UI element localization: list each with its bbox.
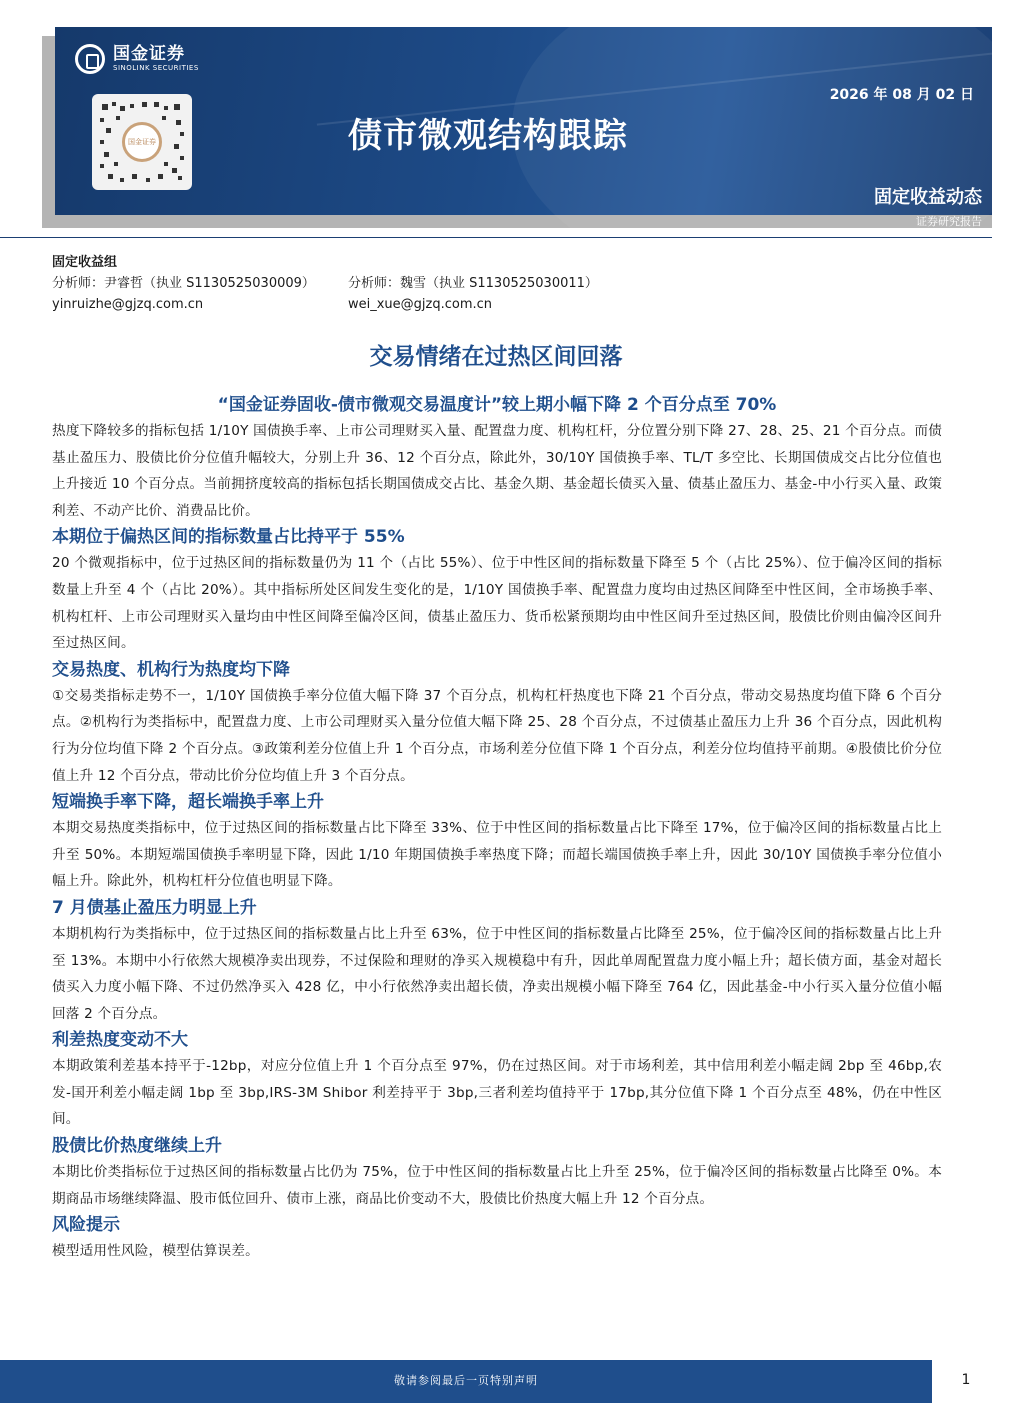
section-paragraph: 本期交易热度类指标中，位于过热区间的指标数量占比下降至 33%、位于中性区间的指标数量占比下降至 17%，位于偏冷区间的指标数量占比上升至 50%。本期短端国债换手率明显下降，因此 1/10 年期国债换手率热度下降；而超长端国债换手率上升，因此 30/10Y 国债换手率分位值小幅上升。除此外，机构杠杆分位值也明显下降。 bbox=[52, 820, 942, 890]
header-divider bbox=[0, 237, 992, 238]
author-block bbox=[52, 252, 598, 315]
company-logo bbox=[75, 44, 199, 74]
report-series-title: 债市微观结构跟踪 bbox=[348, 116, 628, 156]
analyst-1-email[interactable]: yinruizhe@gjzq.com.cn bbox=[52, 297, 204, 312]
analyst-2-email[interactable]: wei_xue@gjzq.com.cn bbox=[348, 297, 493, 312]
section-paragraph: 本期机构行为类指标中，位于过热区间的指标数量占比上升至 63%，位于中性区间的指标数量占比降至 25%，位于偏冷区间的指标数量占比上升至 13%。本期中小行依然大规模净卖出现券，不过保险和理财的净买入规模稳中有升，因此单周配置盘力度小幅上升；超长债方面，基金对超长债买入力度小幅下降、不过仍然净买入 428 亿，中小行依然净卖出超长债，净卖出规模小幅下降至 764 亿，因此基金-中小行买入量分位值小幅回落 2 个百分点。 bbox=[52, 925, 942, 1022]
section-paragraph: 20 个微观指标中，位于过热区间的指标数量仍为 11 个（占比 55%）、位于中性区间的指标数量下降至 5 个（占比 25%）、位于偏冷区间的指标数量上升至 4 个（占比 20%）。其中指标所处区间发生变化的是，1/10Y 国债换手率、配置盘力度均由过热区间降至中性区间，全市场换手率、机构杠杆、上市公司理财买入量均由中性区间降至偏冷区间，债基止盈压力、货币松紧预期均由中性区间升至过热区间，股债比价则由偏冷区间升至过热区间。 bbox=[52, 555, 942, 652]
analyst-2-name: 分析师：魏雪（执业 S1130525030011） bbox=[348, 276, 598, 291]
section-title: 7 月债基止盈压力明显上升 bbox=[52, 897, 257, 918]
section-paragraph: 热度下降较多的指标包括 1/10Y 国债换手率、上市公司理财买入量、配置盘力度、机构杠杆，分位置分别下降 27、28、25、21 个百分点。而债基止盈压力、股债比价分位值升幅较大，分别上升 36、12 个百分点，除此外，30/10Y 国债换手率、TL/T 多空比、长期国债成交占比分位值也上升接近 10 个百分点。当前拥挤度较高的指标包括长期国债成交占比、基金久期、基金超长债买入量、债基止盈压力、基金-中小行买入量、政策利差、不动产比价、消费品比价。 bbox=[52, 423, 942, 519]
report-title: 交易情绪在过热区间回落 bbox=[369, 344, 623, 370]
report-subtype: 证券研究报告 bbox=[916, 215, 982, 228]
logo-name-en: SINOLINK SECURITIES bbox=[113, 64, 199, 72]
page-number: 1 bbox=[961, 1372, 971, 1388]
report-type: 固定收益动态 bbox=[874, 187, 982, 208]
disclaimer-note: 敬请参阅最后一页特别声明 bbox=[394, 1374, 538, 1387]
section-title: “国金证券固收-债市微观交易温度计”较上期小幅下降 2 个百分点至 70% bbox=[217, 395, 777, 415]
section-title: 本期位于偏热区间的指标数量占比持平于 55% bbox=[52, 527, 405, 548]
risk-paragraph: 模型适用性风险，模型估算误差。 bbox=[52, 1243, 259, 1260]
section-title-risk: 风险提示 bbox=[52, 1215, 120, 1236]
report-date: 2026 年 08 月 02 日 bbox=[829, 87, 974, 103]
section-paragraph: 本期政策利差基本持平于-12bp，对应分位值上升 1 个百分点至 97%，仍在过热区间。对于市场利差，其中信用利差小幅走阔 2bp 至 46bp,农发-国开利差小幅走阔 1bp 至 3bp,IRS-3M Shibor 利差持平于 3bp,三者利差均值持平于 17bp,其分位值下降 1 个百分点至 48%，仍在中性区间。 bbox=[52, 1058, 942, 1128]
logo-mark-icon bbox=[75, 44, 105, 74]
analyst-1-name: 分析师：尹睿哲（执业 S1130525030009） bbox=[52, 276, 315, 291]
logo-name-cn: 国金证券 bbox=[113, 44, 185, 64]
report-body bbox=[52, 392, 942, 1265]
research-group: 固定收益组 bbox=[52, 255, 118, 270]
section-paragraph: 本期比价类指标位于过热区间的指标数量占比仍为 75%，位于中性区间的指标数量占比上升至 25%，位于偏冷区间的指标数量占比降至 0%。本期商品市场继续降温、股市低位回升、债市上涨，商品比价变动不大，股债比价热度大幅上升 12 个百分点。 bbox=[52, 1164, 942, 1207]
section-title: 利差热度变动不大 bbox=[52, 1030, 188, 1051]
section-paragraph: ①交易类指标走势不一，1/10Y 国债换手率分位值大幅下降 37 个百分点，机构杠杆热度也下降 21 个百分点，带动交易热度均值下降 6 个百分点。②机构行为类指标中，配置盘力度、上市公司理财买入量分位值大幅下降 25、28 个百分点，不过债基止盈压力上升 36 个百分点，因此机构行为分位均值下降 2 个百分点。③政策利差分位值上升 1 个百分点，市场利差分位值下降 1 个百分点，利差分位均值持平前期。④股债比价分位值上升 12 个百分点，带动比价分位均值上升 3 个百分点。 bbox=[52, 687, 942, 784]
qr-code bbox=[92, 94, 192, 190]
section-title: 短端换手率下降，超长端换手率上升 bbox=[52, 792, 324, 813]
section-title: 股债比价热度继续上升 bbox=[52, 1136, 222, 1157]
qr-center-seal: 国金证券 bbox=[122, 122, 162, 162]
section-title: 交易热度、机构行为热度均下降 bbox=[52, 659, 290, 680]
